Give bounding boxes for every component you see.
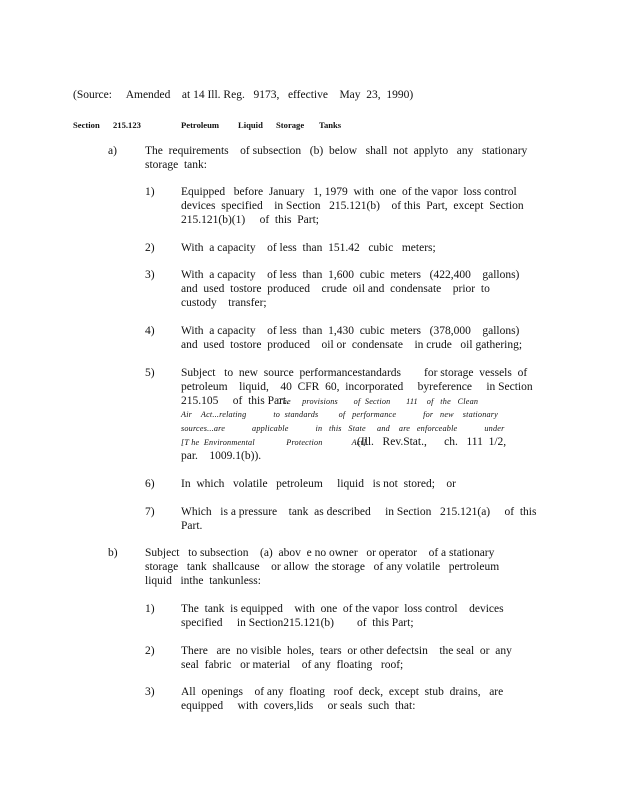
item-text-italic: [T he Environmental Protection Act]. [181,438,369,447]
item-label: 5) [145,367,155,379]
item-text: par. 1009.1(b)). [181,450,262,462]
item-text-italic: Air Act...relating to standards of performance for new stationary [181,410,499,419]
item-text: With a capacity of less than 151.42 cubic meters; [181,242,436,254]
item-text-italic: sources...are applicable in this State and are enforceable under [181,424,505,433]
item-label: 3) [145,686,155,698]
item-text: 215.121(b)(1) of this Part; [181,214,319,226]
item-text: The tank is equipped with one of the vapor loss control devices [181,603,504,615]
item-label: 6) [145,478,155,490]
item-text: Part. [181,520,203,532]
item-text: There are no visible holes, tears or other defectsin the seal or any [181,645,512,657]
item-label: 2) [145,242,155,254]
source-note: (Source: Amended at 14 Ill. Reg. 9173, effective May 23, 1990) [73,89,414,101]
item-text: Subject to new source performancestandards for storage vessels of [181,367,528,379]
subsection-b-text: storage tank shallcause or allow the storage of any volatile pertroleum [145,561,500,573]
item-text: All openings of any floating roof deck, except stub drains, are [181,686,504,698]
item-label: 7) [145,506,155,518]
subsection-a-text: storage tank: [145,159,207,171]
subsection-b-text: Subject to subsection (a) abov e no owner or operator of a stationary [145,547,495,559]
section-label: Section [73,120,100,130]
item-text: petroleum liquid, 40 CFR 60, incorporated byreference in Section [181,381,533,393]
item-text: With a capacity of less than 1,600 cubic meters (422,400 gallons) [181,269,520,281]
item-text: and used tostore produced oil or condensate in crude oil gathering; [181,339,523,351]
item-text: specified in Section215.121(b) of this Part; [181,617,414,629]
item-text-italic: The provisions of Section 111 of the Clean [278,397,479,406]
item-text: With a capacity of less than 1,430 cubic meters (378,000 gallons) [181,325,520,337]
item-text: devices specified in Section 215.121(b) of this Part, except Section [181,200,524,212]
item-text: seal fabric or material of any floating roof; [181,659,404,671]
subsection-b-label: b) [108,547,118,559]
item-text: 215.105 of this Part. [181,395,289,407]
item-label: 1) [145,603,155,615]
subsection-b-text: liquid inthe tankunless: [145,575,261,587]
item-label: 3) [145,269,155,281]
item-label: 1) [145,186,155,198]
item-text: custody transfer; [181,297,267,309]
item-text: (Ill. Rev.Stat., ch. 111 1/2, [357,436,507,448]
section-title-word: Storage [276,120,305,130]
item-text: Which is a pressure tank as described in Section 215.121(a) of this [181,506,537,518]
item-text: In which volatile petroleum liquid is not stored; or [181,478,457,490]
item-label: 4) [145,325,155,337]
section-title-word: Petroleum [181,120,220,130]
item-label: 2) [145,645,155,657]
section-title-word: Tanks [319,120,342,130]
item-text: equipped with covers,lids or seals such that: [181,700,416,712]
item-text: Equipped before January 1, 1979 with one of the vapor loss control [181,186,517,198]
subsection-a-label: a) [108,145,117,157]
section-title-word: Liquid [238,120,263,130]
section-number: 215.123 [113,120,141,130]
item-text: and used tostore produced crude oil and condensate prior to [181,283,490,295]
subsection-a-text: The requirements of subsection (b) below shall not applyto any stationary [145,145,528,157]
